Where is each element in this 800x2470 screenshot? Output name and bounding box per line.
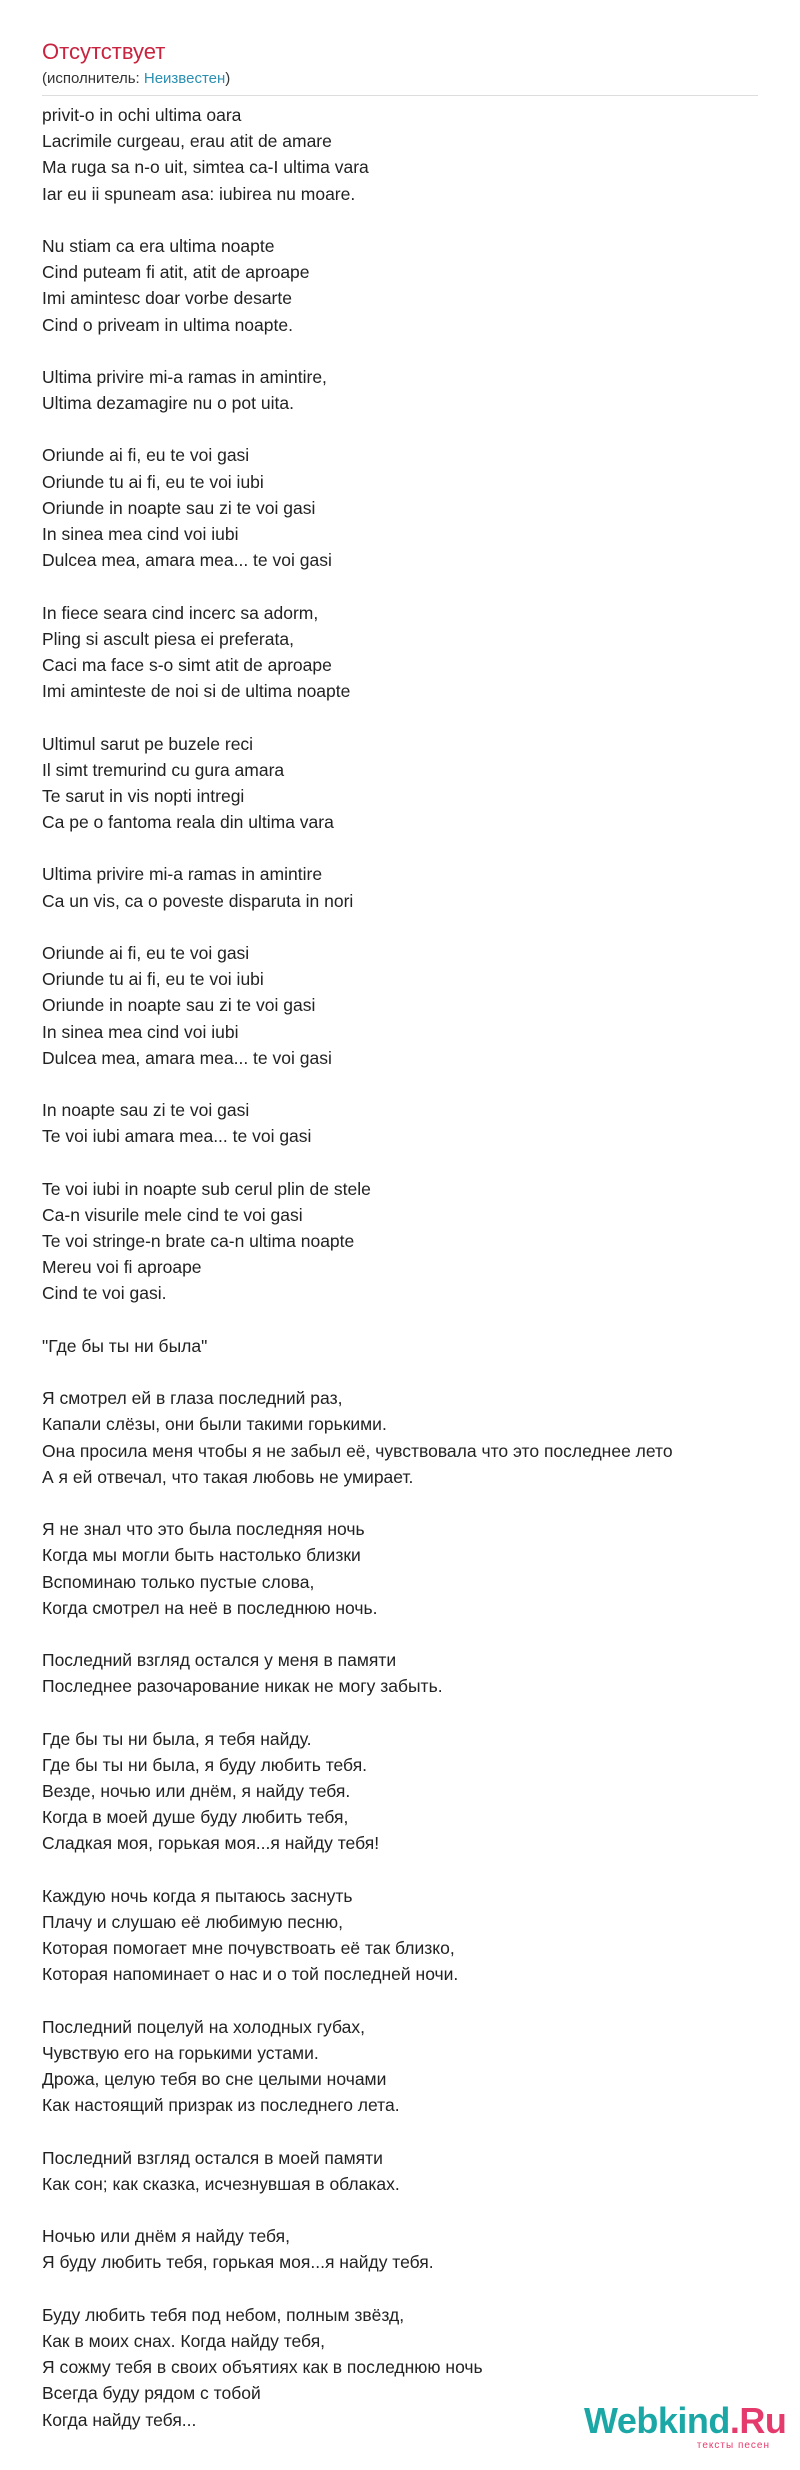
lyrics-line: Когда найду тебя...	[42, 2409, 197, 2430]
lyrics-line: Последний взгляд остался у меня в памяти	[42, 1650, 397, 1671]
lyrics-line: Il simt tremurind cu gura amara	[42, 759, 285, 780]
lyrics-line: Как сон; как сказка, исчезнувшая в облаках.	[42, 2173, 400, 2194]
lyrics-line: In sinea mea cind voi iubi	[42, 1021, 239, 1042]
lyrics-blank-line	[42, 1988, 758, 2014]
header-divider	[42, 95, 758, 96]
lyrics-blank-line	[42, 1621, 758, 1647]
lyrics-line: Чувствую его на горькими устами.	[42, 2042, 319, 2063]
lyrics-line: Pling si ascult piesa ei preferata,	[42, 628, 294, 649]
lyrics-line: Когда смотрел на неё в последнюю ночь.	[42, 1597, 378, 1618]
lyrics-blank-line	[42, 2197, 758, 2223]
lyrics-line: Ultimul sarut pe buzele reci	[42, 733, 254, 754]
lyrics-line: Всегда буду рядом с тобой	[42, 2383, 261, 2404]
lyrics-blank-line	[42, 1071, 758, 1097]
lyrics-blank-line	[42, 1359, 758, 1385]
lyrics-line: Последнее разочарование никак не могу забыть.	[42, 1676, 443, 1697]
lyrics-line: Когда в моей душе буду любить тебя,	[42, 1807, 349, 1828]
lyrics-line: Где бы ты ни была, я тебя найду.	[42, 1728, 312, 1749]
lyrics-line: Te voi stringe-n brate ca-n ultima noapte	[42, 1231, 355, 1252]
lyrics-line: Везде, ночью или днём, я найду тебя.	[42, 1781, 351, 1801]
lyrics-blank-line	[42, 835, 758, 861]
lyrics-line: In sinea mea cind voi iubi	[42, 524, 239, 544]
logo-ru-text: Ru	[739, 2400, 787, 2441]
lyrics-blank-line	[42, 704, 758, 730]
lyrics-line: Которая помогает мне почувствоать её так близко,	[42, 1938, 455, 1959]
lyrics-line: "Где бы ты ни была"	[42, 1335, 208, 1356]
artist-line	[42, 69, 758, 89]
lyrics-line: Где бы ты ни была, я буду любить тебя.	[42, 1754, 368, 1775]
lyrics-line: Te voi iubi in noapte sub cerul plin de stele	[42, 1178, 371, 1199]
lyrics-line: Ca pe o fantoma reala din ultima vara	[42, 812, 334, 833]
lyrics-line: Iar eu ii spuneam asa: iubirea nu moare.	[42, 183, 356, 204]
lyrics-line: Ночью или днём я найду тебя,	[42, 2226, 290, 2247]
logo-dot-text: .	[729, 2400, 740, 2441]
lyrics-line: Последний поцелуй на холодных губах,	[42, 2016, 365, 2037]
lyrics-line: Caci ma face s-o simt atit de aproape	[42, 654, 332, 675]
lyrics-blank-line	[42, 1857, 758, 1883]
lyrics-line: Как в моих снах. Когда найду тебя,	[42, 2330, 326, 2351]
lyrics-line: Я сожму тебя в своих объятиях как в последнюю ночь	[42, 2357, 483, 2378]
lyrics-line: Сладкая моя, горькая моя...я найду тебя!	[42, 1833, 380, 1854]
lyrics-line: Dulcea mea, amara mea... te voi gasi	[42, 1047, 332, 1068]
lyrics-line: Вспоминаю только пустые слова,	[42, 1571, 315, 1592]
lyrics-line: Dulcea mea, amara mea... te voi gasi	[42, 550, 332, 571]
lyrics-line: Когда мы могли быть настолько близки	[42, 1545, 361, 1566]
lyrics-line: Последний взгляд остался в моей памяти	[42, 2147, 383, 2168]
lyrics-line: Te voi iubi amara mea... te voi gasi	[42, 1126, 312, 1147]
lyrics-blank-line	[42, 1490, 758, 1516]
lyrics-blank-line	[42, 914, 758, 940]
lyrics-line: Каждую ночь когда я пытаюсь заснуть	[42, 1885, 353, 1906]
lyrics-blank-line	[42, 1699, 758, 1725]
lyrics-page	[42, 38, 758, 2433]
lyrics-line: Ca un vis, ca o poveste disparuta in nori	[42, 890, 354, 911]
logo-wordmark	[584, 2400, 787, 2441]
lyrics-blank-line	[42, 2118, 758, 2144]
lyrics-line: Как настоящий призрак из последнего лета.	[42, 2095, 400, 2116]
lyrics-line: privit-o in ochi ultima oara	[42, 105, 242, 125]
lyrics-blank-line	[42, 1150, 758, 1176]
lyrics-line: Oriunde tu ai fi, eu te voi iubi	[42, 471, 264, 492]
lyrics-line: Imi amintesc doar vorbe desarte	[42, 288, 292, 309]
lyrics-line: А я ей отвечал, что такая любовь не умирает.	[42, 1466, 414, 1487]
lyrics-line: Я не знал что это была последняя ночь	[42, 1519, 365, 1540]
lyrics-blank-line	[42, 2276, 758, 2302]
lyrics-line: Nu stiam ca era ultima noapte	[42, 235, 275, 256]
lyrics-line: Плачу и слушаю её любимую песню,	[42, 1911, 344, 1932]
logo-kind-text: kind	[657, 2400, 730, 2441]
lyrics-line: Ma ruga sa n-o uit, simtea ca-I ultima vara	[42, 157, 369, 178]
lyrics-line: Oriunde tu ai fi, eu te voi iubi	[42, 969, 264, 990]
artist-suffix: )	[225, 70, 231, 87]
lyrics-line: Oriunde ai fi, eu te voi gasi	[42, 943, 250, 963]
lyrics-blank-line	[42, 1307, 758, 1333]
lyrics-line: In fiece seara cind incerc sa adorm,	[42, 602, 319, 623]
lyrics-line: Cind te voi gasi.	[42, 1283, 167, 1304]
lyrics-line: Cind o priveam in ultima noapte.	[42, 314, 293, 335]
lyrics-line: Oriunde in noapte sau zi te voi gasi	[42, 497, 316, 518]
lyrics-blank-line	[42, 207, 758, 233]
lyrics-line: Ultima privire mi-a ramas in amintire,	[42, 366, 327, 387]
lyrics-line: Я смотрел ей в глаза последний раз,	[42, 1388, 343, 1409]
lyrics-line: Oriunde ai fi, eu te voi gasi	[42, 445, 250, 466]
artist-prefix: (исполнитель:	[42, 70, 144, 87]
lyrics-line: Капали слёзы, они были такими горькими.	[42, 1414, 387, 1435]
lyrics-line: Cind puteam fi atit, atit de aproape	[42, 262, 310, 283]
lyrics-line: Lacrimile curgeau, erau atit de amare	[42, 131, 332, 152]
lyrics-line: Она просила меня чтобы я не забыл её, чувствовала что это последнее лето	[42, 1440, 673, 1461]
lyrics-blank-line	[42, 416, 758, 442]
lyrics-line: Mereu voi fi aproape	[42, 1257, 202, 1278]
lyrics-blank-line	[42, 338, 758, 364]
lyrics-line: Которая напоминает о нас и о той последней ночи.	[42, 1964, 459, 1985]
lyrics-line: In noapte sau zi te voi gasi	[42, 1100, 250, 1121]
lyrics-line: Ca-n visurile mele cind te voi gasi	[42, 1204, 303, 1225]
lyrics-line: Oriunde in noapte sau zi te voi gasi	[42, 995, 316, 1016]
lyrics-line: Я буду любить тебя, горькая моя...я найду тебя.	[42, 2252, 434, 2273]
lyrics-text	[42, 102, 758, 2433]
artist-link[interactable]: Неизвестен	[143, 70, 226, 87]
lyrics-line: Te sarut in vis nopti intregi	[42, 785, 245, 806]
lyrics-line: Imi aminteste de noi si de ultima noapte	[42, 681, 351, 702]
lyrics-line: Дрожа, целую тебя во сне целыми ночами	[42, 2069, 387, 2090]
lyrics-line: Ultima privire mi-a ramas in amintire	[42, 864, 323, 885]
lyrics-line: Ultima dezamagire nu o pot uita.	[42, 393, 294, 414]
lyrics-blank-line	[42, 573, 758, 599]
song-title: Отсутствует	[42, 39, 166, 64]
webkind-logo[interactable]	[584, 2400, 787, 2452]
lyrics-line: Буду любить тебя под небом, полным звёзд,	[42, 2304, 405, 2325]
logo-web-text: Web	[584, 2400, 658, 2441]
logo-tagline: тексты песен	[696, 2440, 770, 2451]
